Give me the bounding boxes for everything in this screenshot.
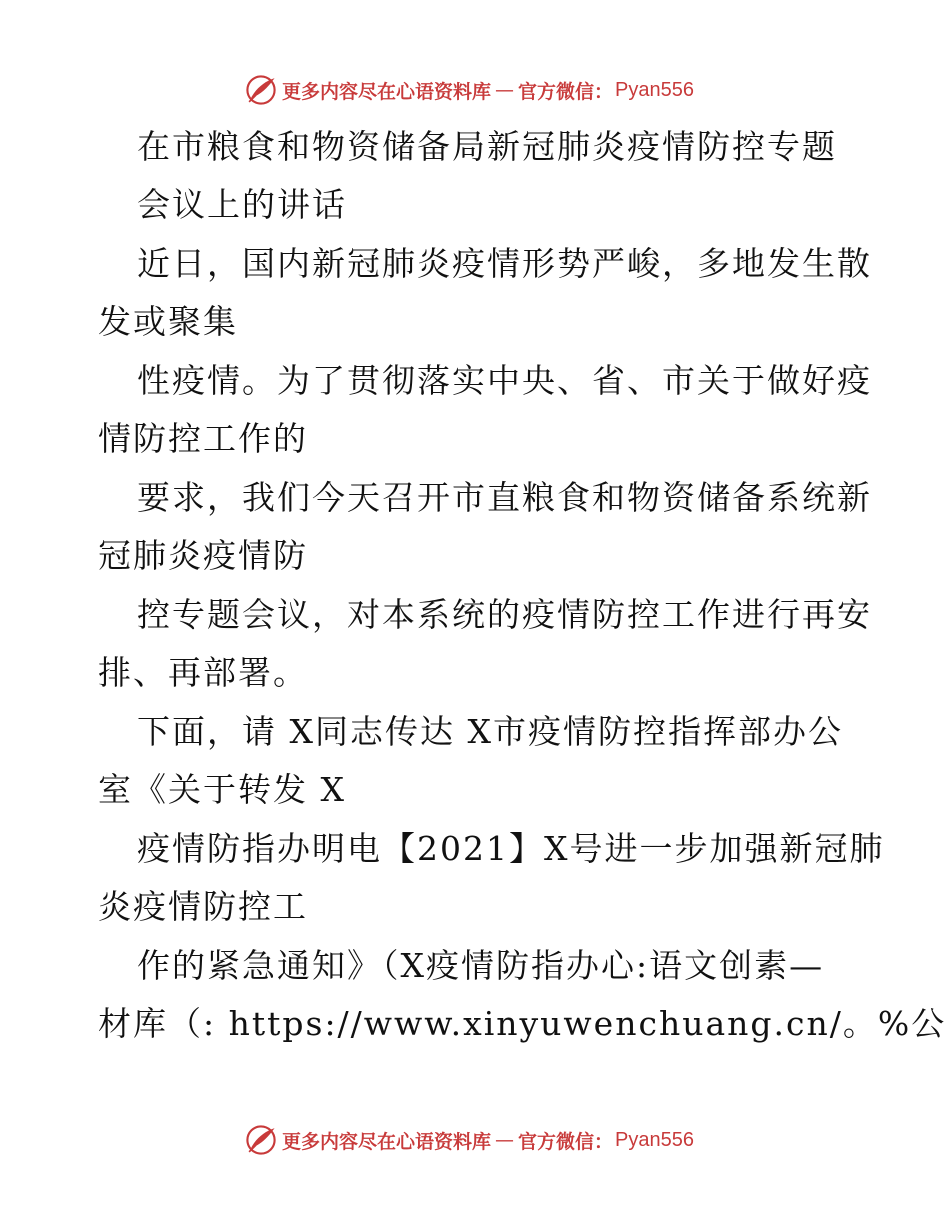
- document-line: 室《关于转发 X: [98, 770, 346, 809]
- footer-banner-wechat-label: 官方微信：: [518, 1130, 614, 1153]
- footer-banner-title: 更多内容尽在心语资料库: [282, 1130, 492, 1153]
- document-line: 作的紧急通知》（X疫情防指办心:语文创素—: [137, 946, 825, 985]
- header-banner-wechat-label: 官方微信：: [518, 80, 614, 103]
- document-line: 发或聚集: [98, 302, 238, 341]
- document-line: 排、再部署。: [98, 653, 308, 692]
- header-banner-content: [244, 73, 694, 107]
- document-line: 在市粮食和物资储备局新冠肺炎疫情防控专题: [137, 127, 837, 166]
- document-line: 会议上的讲话: [137, 185, 347, 224]
- document-line: 疫情防指办明电【2021】X号进一步加强新冠肺: [137, 829, 885, 868]
- document-line: 情防控工作的: [98, 419, 308, 458]
- footer-banner-wechat-id: Pyan556: [615, 1128, 694, 1151]
- document-line: 材库（: https://www.xinyuwenchuang.cn/。%公: [98, 1004, 947, 1043]
- header-banner: [0, 70, 950, 110]
- document-line: 炎疫情防控工: [98, 887, 308, 926]
- document-line: 冠肺炎疫情防: [98, 536, 308, 575]
- document-line: 性疫情。为了贯彻落实中央、省、市关于做好疫: [137, 361, 872, 400]
- header-banner-title: 更多内容尽在心语资料库: [282, 80, 492, 103]
- feather-pen-logo-icon: [244, 1123, 278, 1157]
- document-line: 近日，国内新冠肺炎疫情形势严峻，多地发生散: [137, 244, 872, 283]
- header-banner-wechat-id: Pyan556: [615, 78, 694, 101]
- footer-banner-content: [244, 1123, 694, 1157]
- feather-pen-logo-icon: [244, 73, 278, 107]
- document-line: 要求，我们今天召开市直粮食和物资储备系统新: [137, 478, 872, 517]
- footer-banner-separator: —: [495, 1129, 515, 1151]
- document-line: 下面，请 X同志传达 X市疫情防控指挥部办公: [137, 712, 843, 751]
- footer-banner: [0, 1120, 950, 1160]
- document-line: 控专题会议，对本系统的疫情防控工作进行再安: [137, 595, 872, 634]
- header-banner-separator: —: [495, 79, 515, 101]
